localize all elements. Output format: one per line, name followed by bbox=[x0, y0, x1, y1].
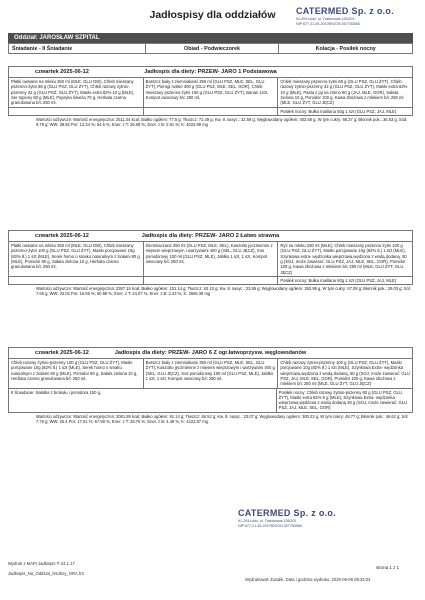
company-stamp bbox=[296, 6, 416, 26]
footer-software: Wydruk z MAPI Jadłospis ® 24.1.17 bbox=[8, 561, 75, 566]
meal-grid bbox=[8, 358, 413, 389]
empty-cell bbox=[144, 277, 279, 284]
diet-title: Jadłospis dla diety: PRZEW- JARO 2 Łatwo strawna bbox=[141, 232, 280, 239]
breakfast-cell: Płatki owsiane na mleku 250 ml (MLE, GLU OW), Chleb mieszany pszenno-żytni 68 g (GLU PSZ, GLU ŻYT), Chleb razowy żytnio-pszenny 32 g (GLU PSZ, GLU ŻYT), Masło extra 82% 10 g (MLE), Ser topiony 50 g (MLE), Papryka świeża 70 g, Herbata czarna granulowana b/c 250 ml, bbox=[9, 78, 144, 107]
extra-row bbox=[8, 277, 413, 285]
night-snack-cell: Posiłek nocny: Chleb razowy żytnio-pszenny 60 g (GLU PSZ, GLU ŻYT), Masło extra 82% 5 g (MLE), Szynkowa Extra- wędzonka wieprzowa,wędzona z wodą dodaną 30 g (SOJ, może zawierać: GLU PSZ, JAJ, MLE, SEL, GOR) bbox=[278, 389, 408, 411]
day-block-3 bbox=[8, 347, 413, 424]
day-date: czwartek 2025-06-12 bbox=[35, 349, 89, 356]
stamp-ids: NIP 677-21-45-203 REGON 357750558 bbox=[238, 523, 302, 528]
footer-stamp bbox=[238, 508, 368, 528]
nutrition-summary: Wartości odżywcze: Wartość energetyczna: 2387.15 kcal; Białko ogółem: 101.14 g; Tłuszcz: 63.10 g; Kw. tł. nasyc.: 23.95 g; Węglowodany ogółem: 363.95 g, W tym cukry: 67.08 g; Błonnik pok.: 29.03 g; Sól: 7.65 g; WW: 33.02 Por: 16.95 %; 60.98 %; Ener. z T: 24.07 %; Ener. z B: 2.43 %; K: 3666.38 mg bbox=[36, 286, 411, 297]
footer-printed-by: Wydrukował: Zuzalik, Data i godzina wydruku: 2025-06-09 08:33:24 bbox=[245, 577, 371, 582]
diet-title: Jadłospis dla diety: PRZEW- JARO 1 Podstawowa bbox=[144, 68, 277, 75]
day-header bbox=[8, 347, 413, 358]
meal-col-breakfast: Śniadanie - II Śniadanie bbox=[9, 44, 146, 53]
empty-cell bbox=[9, 277, 144, 284]
extra-row bbox=[8, 108, 413, 116]
supper-cell: Ryż na mleku 250 ml (MLE), Chleb mieszany pszenno-żytni 100 g (GLU PSZ, GLU ŻYT), Masło porcjowane 10g (82% tł.) 1 szt (MLE), Szynkowa extra- wędzonka wieprzowa,wędzona z wodą dodaną, 60 g (SOJ, może zawierać: GLU PSZ, JAJ, MLE, SEL, GOR), Pomidor 100 g, Kawa zbożowa z mlekiem b/c 250 ml (MLE, GLU ŻYT, GLU JĘCZ) bbox=[280, 243, 407, 275]
meals-header bbox=[8, 43, 413, 54]
supper-cell: Chleb razowy żytnio-pszenny 100 g (GLU PSZ, GLU ŻYT), Masło porcjowane 10g (82% tł.) 1 szt (MLE), Szynkowa Extra- wędzonka wieprzowa,wędzona z wodą dodaną, 60 g (SOJ, może zawierać: GLU PSZ, JAJ, MLE, SEL, GOR), Pomidor 100 g, Kawa zbożowa z mlekiem b/c 250 ml (MLE, GLU ŻYT, GLU JĘCZ) bbox=[280, 360, 410, 387]
stamp-address: 91-204 Łódź, ul. Traktorowa 126/201 bbox=[238, 519, 297, 524]
breakfast-cell: Chleb razowy żytnio-pszenny 100 g (GLU PSZ, GLU ŻYT), Masło porcjowane 10g (82% tł.) 1 szt (MLE), Serek homo o smaku naturalnym z ziołami 60 g (MLE), Pomidor 80 g, Sałata zielona 10 g, Herbata czarna granulowana b/c 250 ml, bbox=[9, 359, 144, 388]
stamp-name: CATERMED Sp. z o.o. bbox=[296, 6, 395, 16]
day-header bbox=[8, 230, 413, 241]
day-block-2 bbox=[8, 230, 413, 296]
dinner-cell: Barszcz biały z ziemniakami 350 ml (GLU PSZ, MLE, SEL, GLU ŻYT), Pierogi ruskie 300 g (GLU PSZ, MLE, SEL, GOR), Chleb mieszany pszenno-żytni 100 g (GLU PSZ, GLU ŻYT), Banan 1szt, Kompot owocowy b/c 250 ml, bbox=[144, 78, 279, 107]
page-title: Jadłospisy dla oddziałów bbox=[149, 9, 276, 21]
day-header bbox=[8, 66, 413, 77]
meal-col-supper: Kolacja - Posiłek nocny bbox=[315, 46, 376, 52]
empty-cell bbox=[9, 108, 144, 115]
day-date: czwartek 2025-06-12 bbox=[35, 68, 89, 75]
diet-title: Jadłospis dla diety: PRZEW- JARO 6 Z ogr.łatwoprzysw. węglowodanów bbox=[114, 349, 307, 356]
empty-cell bbox=[144, 108, 279, 115]
stamp-name: CATERMED Sp. z o.o. bbox=[238, 508, 337, 518]
supper-cell: Chleb mieszany pszenno-żytni 68 g (GLU PSZ, GLU ŻYT), Chleb razowy żytnio-pszenny 32 g (GLU PSZ, GLU ŻYT), Masło extra 82% 10 g (MLE), Pasta z jaj na zimno 60 g (JAJ, MLE, GOR), Sałata zielona 10 g, Pomidor 100 g, Kawa zbożowa z mlekiem b/c 250 ml (MLE, GLU ŻYT, GLU JĘCZ) bbox=[280, 79, 408, 106]
second-breakfast-cell: II Śniadanie: Sałatka z brokułu i pomidora 150 g, bbox=[9, 389, 277, 412]
nutrition-summary: Wartości odżywcze: Wartość energetyczna: 2081.89 kcal; Białko ogółem: 91.14 g; Tłuszcz: 66.52 g; Kw. tł. nasyc.: 23.07 g; Węglowodany ogółem: 300.23 g, W tym cukry: 48.77 g; Błonnik pok.: 46.62 g; Sól: 7.76 g; WW: 25.4 Por: 17.51 %; 57.68 %; Ener. z T: 28.76 %; Ener. z B: 4.48 %; K: 4422.87 mg bbox=[36, 413, 409, 424]
day-block-1 bbox=[8, 66, 413, 127]
night-snack-cell: Posiłek nocny: Bułka maślana 50g 1 szt (GLU PSZ, JAJ, MLE) bbox=[280, 108, 397, 114]
night-snack-cell: Posiłek nocny: Bułka maślana 50g 1 szt (GLU PSZ, JAJ, MLE) bbox=[280, 277, 397, 283]
footer-report-file: Jadłospis_Na_Oddział_Osobny_ORA.fr3 bbox=[8, 571, 84, 576]
extra-row bbox=[8, 389, 413, 413]
dinner-cell: Ziemniaczana 350 ml (GLU PSZ, MLE, SEL), Kaszotto jęczmienne z mięsem wieprzowym i warzywami 400 g (SEL, GLU JĘCZ), Sos pomidorowy 100 ml (GLU PSZ, MLE), Jabłko 1 szt, 1 szt, Kompot owocowy b/c 250 ml, bbox=[144, 242, 279, 276]
day-date: czwartek 2025-06-12 bbox=[35, 232, 89, 239]
page-number: strona 1 z 1 bbox=[376, 565, 399, 570]
breakfast-cell: Płatki owsiane na mleku 250 ml (MLE, GLU OW), Chleb mieszany pszenno-żytni 100 g (GLU PSZ, GLU ŻYT), Masło porcjowane 10g (82% tł.) 1 szt (MLE), Serek homo o smaku naturalnym z ziołami 80 g (MLE), Pomidor 80 g, Sałata zielona 10 g, Herbata czarna granulowana b/c 250 ml, bbox=[9, 242, 144, 276]
stamp-ids: NIP 677-21-45-203 REGON 357750558 bbox=[296, 21, 360, 26]
meal-col-dinner: Obiad - Podwieczorek bbox=[146, 44, 280, 53]
dinner-cell: Barszcz biały z ziemniakami 350 ml (GLU PSZ, MLE, SEL, GLU ŻYT), Kaszotto jęczmienne z mięsem wieprzowym i warzywami 400 g (SEL, GLU JĘCZ), Sos pomidorowy 100 ml (GLU PSZ, MLE), Jabłko 1 szt, 1 szt, Kompot owocowy b/c 250 ml, bbox=[144, 359, 279, 388]
department-bar: Oddział: JAROSŁAW SZPITAL bbox=[8, 33, 413, 43]
stamp-address: 91-204 Łódź, ul. Traktorowa 126/201 bbox=[296, 17, 355, 22]
meal-grid bbox=[8, 77, 413, 108]
meal-grid bbox=[8, 241, 413, 277]
nutrition-summary: Wartości odżywcze: Wartość energetyczna: 2511.04 kcal; Białko ogółem: 77.5 g; Tłuszcz: 72.49 g; Kw. tł. nasyc.: 32.59 g; Węglowodany ogółem: 403.68 g, W tym cukry: 98.37 g; Błonnik pok.: 36.53 g; Sód: 9.79 g; WW: 38.92 Por: 12.34 %; 64.5 %; Ener. z T: 26.08 %; Ener. z B: 2.91 %; K: 4022.88 mg bbox=[36, 116, 408, 127]
